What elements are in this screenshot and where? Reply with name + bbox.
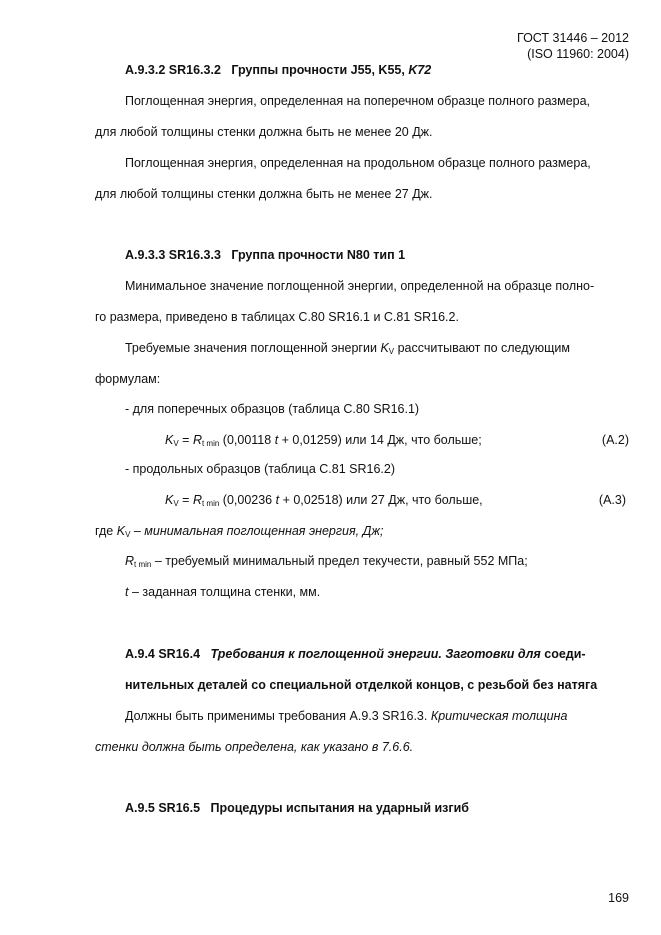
section-heading-a932 [125, 62, 431, 78]
section-number: А.9.3.3 SR16.3.3 [125, 248, 221, 262]
paragraph-line: Поглощенная энергия, определенная на продольном образце полного размера, [125, 156, 591, 170]
section-title: Группы прочности J55, K55, [231, 63, 409, 77]
paragraph-line: стенки должна быть определена, как указано в 7.6.6. [95, 740, 414, 754]
paragraph-line: Поглощенная энергия, определенная на поперечном образце полного размера, [125, 94, 591, 108]
formula-a3: $K_V = R_{t min}$ (0,00236 t + 0,02518) или 27 Дж, что больше, [165, 493, 483, 508]
page-number: 169 [608, 891, 629, 905]
paragraph-line: для любой толщины стенки должна быть не менее 27 Дж. [95, 187, 433, 201]
paragraph-line: Минимальное значение поглощенной энергии, определенной на образце полно- [125, 279, 595, 293]
formula-number: (А.3) [598, 493, 626, 507]
iso-reference: (ISO 11960: 2004) [527, 47, 629, 61]
section-number: А.9.5 SR16.5 [125, 801, 201, 815]
where-clause: где $K_V$ – минимальная поглощенная энергия, Дж; [95, 524, 384, 539]
section-number: А.9.4 SR16.4 [125, 647, 201, 661]
section-title: соеди- [540, 647, 586, 661]
section-heading-a94 [125, 646, 586, 662]
where-clause: $R_{t min}$ – требуемый минимальный предел текучести, равный 552 МПа; [125, 554, 528, 569]
document-header [517, 30, 629, 62]
section-heading-a95 [125, 800, 469, 816]
section-title-italic: K72 [408, 63, 432, 77]
where-clause: t – заданная толщина стенки, мм. [125, 585, 321, 599]
section-title: Процедуры испытания на ударный изгиб [210, 801, 469, 815]
section-heading-continuation: нительных деталей со специальной отделкой концов, с резьбой без натяга [125, 678, 598, 692]
paragraph-line: для любой толщины стенки должна быть не менее 20 Дж. [95, 125, 433, 139]
standard-code: ГОСТ 31446 – 2012 [517, 31, 629, 45]
paragraph-line: Должны быть применимы требования А.9.3 SR16.3. Критическая толщина [125, 709, 568, 723]
formula-a2: $K_V = R_{t min}$ (0,00118 t + 0,01259) или 14 Дж, что больше; [165, 433, 482, 448]
section-title-italic: Требования к поглощенной энергии. Заготовки для [210, 647, 541, 661]
section-title: Группа прочности N80 тип 1 [231, 248, 406, 262]
paragraph-line: формулам: [95, 372, 161, 386]
paragraph-line: Требуемые значения поглощенной энергии $K_V$ рассчитывают по следующим [125, 341, 571, 356]
list-item: - продольных образцов (таблица С.81 SR16.2) [125, 462, 396, 476]
formula-number: (А.2) [601, 433, 629, 447]
section-heading-a933 [125, 247, 405, 263]
section-number: А.9.3.2 SR16.3.2 [125, 63, 221, 77]
paragraph-line: го размера, приведено в таблицах С.80 SR16.1 и С.81 SR16.2. [95, 310, 459, 324]
list-item: - для поперечных образцов (таблица С.80 SR16.1) [125, 402, 420, 416]
